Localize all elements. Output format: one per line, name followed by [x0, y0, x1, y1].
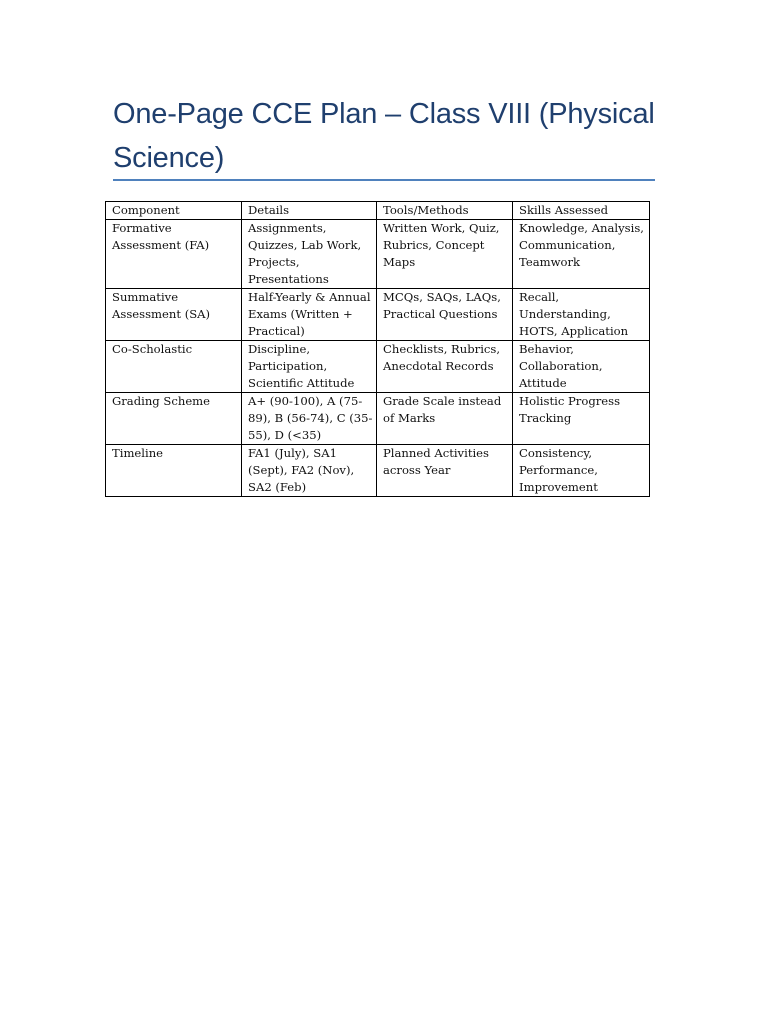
header-details: Details	[242, 202, 377, 220]
cell-component: Summative Assessment (SA)	[106, 289, 242, 341]
cell-component: Co-Scholastic	[106, 341, 242, 393]
cell-component: Timeline	[106, 445, 242, 497]
cell-component: Grading Scheme	[106, 393, 242, 445]
table-row	[106, 341, 650, 393]
cell-details: Assignments, Quizzes, Lab Work, Projects, Presentations	[242, 220, 377, 289]
table-row	[106, 445, 650, 497]
cell-skills-assessed: Holistic Progress Tracking	[513, 393, 650, 445]
title-underline	[113, 179, 655, 181]
cell-tools-methods: MCQs, SAQs, LAQs, Practical Questions	[377, 289, 513, 341]
table-row	[106, 220, 650, 289]
cell-skills-assessed: Knowledge, Analysis, Communication, Teamwork	[513, 220, 650, 289]
cell-tools-methods: Checklists, Rubrics, Anecdotal Records	[377, 341, 513, 393]
cell-component: Formative Assessment (FA)	[106, 220, 242, 289]
cell-skills-assessed: Behavior, Collaboration, Attitude	[513, 341, 650, 393]
cell-tools-methods: Written Work, Quiz, Rubrics, Concept Maps	[377, 220, 513, 289]
table-row	[106, 289, 650, 341]
cell-details: A+ (90-100), A (75-89), B (56-74), C (35-55), D (<35)	[242, 393, 377, 445]
cell-details: Discipline, Participation, Scientific Attitude	[242, 341, 377, 393]
table-header-row	[106, 202, 650, 220]
cce-plan-table	[105, 201, 650, 497]
header-component: Component	[106, 202, 242, 220]
cell-tools-methods: Grade Scale instead of Marks	[377, 393, 513, 445]
page-title: One-Page CCE Plan – Class VIII (Physical Science)	[113, 98, 655, 174]
cell-skills-assessed: Consistency, Performance, Improvement	[513, 445, 650, 497]
table-row	[106, 393, 650, 445]
cell-details: Half-Yearly & Annual Exams (Written + Practical)	[242, 289, 377, 341]
header-skills-assessed: Skills Assessed	[513, 202, 650, 220]
cell-skills-assessed: Recall, Understanding, HOTS, Application	[513, 289, 650, 341]
cell-details: FA1 (July), SA1 (Sept), FA2 (Nov), SA2 (Feb)	[242, 445, 377, 497]
header-tools-methods: Tools/Methods	[377, 202, 513, 220]
cell-tools-methods: Planned Activities across Year	[377, 445, 513, 497]
